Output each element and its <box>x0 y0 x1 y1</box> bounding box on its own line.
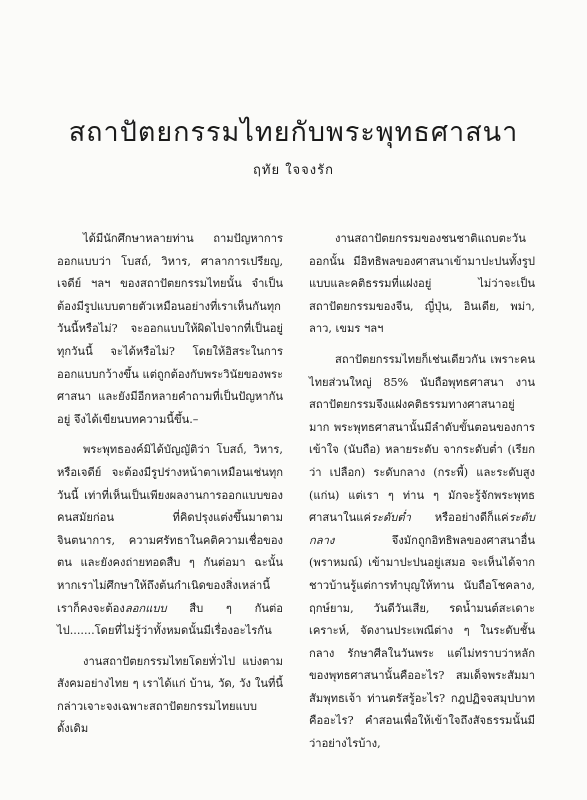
paragraph: ได้มีนักศึกษาหลายท่าน ถามปัญหาการออกแบบว่า โบสถ์, วิหาร, ศาลาการเปรียญ, เจดีย์ ฯลฯ ของสถาปัตยกรรมไทยนั้น จำเป็นต้องมีรูปแบบตายตัวเหมือนอย่างที่เราเห็นกันทุกวันนี้หรือไม่? จะออกแบบให้ผิดไปจากที่เป็นอยู่ทุกวันนี้ จะได้หรือไม่? โดยให้อิสระในการออกแบบกว้างขึ้น แต่ถูกต้องกับพระวินัยของพระศาสนา และยังมีอีกหลายคำถามที่เป็นปัญหากันอยู่ จึงได้เขียนบทความนี้ขึ้น.– <box>57 232 283 426</box>
right-column <box>309 228 535 756</box>
emphasis-text: ระดับกลาง <box>309 511 535 547</box>
article-author: ฤทัย ใจจงรัก <box>253 163 334 178</box>
left-column <box>57 228 283 741</box>
paragraph: งานสถาปัตยกรรมของชนชาติแถบตะวันออกนั้น มีอิทธิพลของศาสนาเข้ามาปะปนทั้งรูปแบบและคติธรรมที่แฝงอยู่ ไม่ว่าจะเป็นสถาปัตยกรรมของจีน, ญี่ปุ่น, อินเดีย, พม่า, ลาว, เขมร ฯลฯ <box>309 232 535 336</box>
article-title: สถาปัตยกรรมไทยกับพระพุทธศาสนา <box>68 117 519 149</box>
paragraph-text: สถาปัตยกรรมไทยก็เช่นเดียวกัน เพราะคนไทยส่วนใหญ่ 85% นับถือพุทธศาสนา งานสถาปัตยกรรมจึงแฝงคติธรรมทางศาสนาอยู่มาก พระพุทธศาสนานั้นมีลำดับขั้นตอนของการเข้าใจ (นับถือ) หลายระดับ จากระดับต่ำ (เรียกว่า เปลือก) ระดับกลาง (กระพี้) และระดับสูง (แก่น) แต่เรา ๆ ท่าน ๆ มักจะรู้จักพระพุทธศาสนาในแค่ <box>309 352 535 525</box>
emphasis-text: ระดับต่ำ <box>370 511 411 525</box>
paragraph-text: หรืออย่างดีก็แค่ <box>410 511 509 525</box>
paragraph <box>57 439 283 642</box>
emphasis-text: ลอกแบบ <box>124 601 167 615</box>
paragraph <box>309 349 535 756</box>
paragraph-text: พระพุทธองค์มิได้บัญญัติว่า โบสถ์, วิหาร, หรือเจดีย์ จะต้องมีรูปร่างหน้าตาเหมือนเช่นทุกวันนี้ เท่าที่เห็นเป็นเพียงผลงานการออกแบบของคนสมัยก่อน ที่คิดปรุงแต่งขึ้นมาตามจินตนาการ, ความศรัทธาในคติความเชื่อของตน และยังคงถ่ายทอดสืบ ๆ กันต่อมา ฉะนั้นหากเราไม่ศึกษาให้ถึงต้นกำเนิดของสิ่งเหล่านี้ เราก็คงจะต้อง <box>57 443 283 615</box>
paragraph-text: สืบ ๆ กันต่อไป.......โดยที่ไม่รู้ว่าทั้งหมดนั้นมีเรื่องอะไรกัน <box>57 601 283 638</box>
paragraph-text: จึงมักถูกอิทธิพลของศาสนาอื่น (พราหมณ์) เข้ามาปะปนอยู่เสมอ จะเห็นได้จากชาวบ้านรู้แต่การทำบุญให้ทาน นับถือโชคลาง, ฤกษ์ยาม, วันดีวันเสีย, รดน้ำมนต์สะเดาะเคราะห์, จัดงานประเพณีต่าง ๆ ในระดับชั้นกลาง รักษาศีลในวันพระ แต่ไม่ทราบว่าหลักของพุทธศาสนานั้นคืออะไร? สมเด็จพระสัมมาสัมพุทธเจ้า ท่านตรัสรู้อะไร? กฎปฏิจจสมุปบาทคืออะไร? คำสอนเพื่อให้เข้าใจถึงสัจธรรมนั้นมีว่าอย่างไรบ้าง, <box>309 533 535 751</box>
paragraph: งานสถาปัตยกรรมไทยโดยทั่วไป แบ่งตามสังคมอย่างไทย ๆ เราได้แก่ บ้าน, วัด, วัง ในที่นี้กล่าวเจาะจงเฉพาะสถาปัตยกรรมไทยแบบดั้งเดิม <box>57 654 283 736</box>
